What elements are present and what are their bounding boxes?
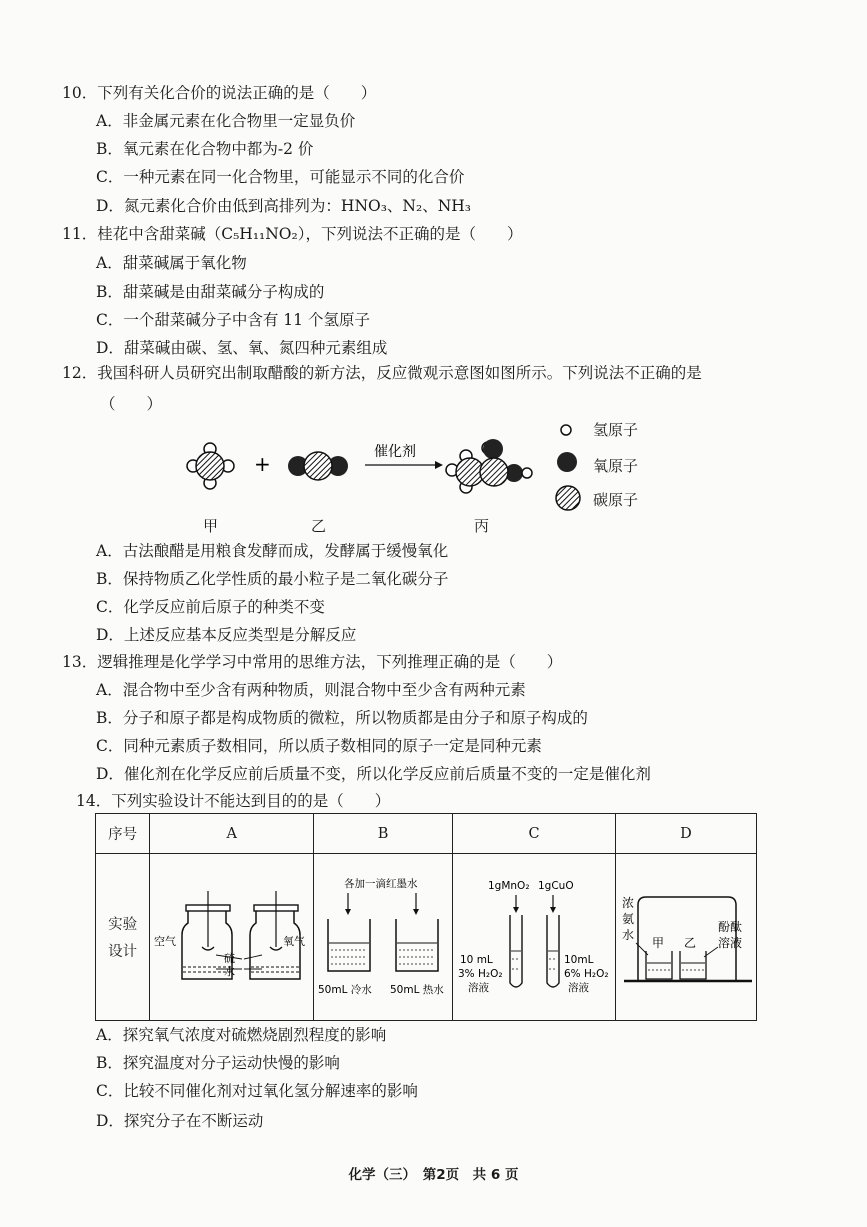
question-10-option-d: D．氮元素化合价由低到高排列为：HNO₃、N₂、NH₃ xyxy=(96,197,471,215)
question-12-option-c: C．化学反应前后原子的种类不变 xyxy=(96,598,325,616)
label-sulfur: 硫 xyxy=(223,952,235,965)
legend-oxygen: 氧原子 xyxy=(593,457,639,475)
label-right-conc: 6% H₂O₂ xyxy=(564,968,609,980)
question-12-stem-line1: 12．我国科研人员研究出制取醋酸的新方法，反应微观示意图如图所示。下列说法不正确的是 xyxy=(62,364,702,382)
question-10-stem: 10．下列有关化合价的说法正确的是（ ） xyxy=(62,84,377,102)
question-13-stem: 13．逻辑推理是化学学习中常用的思维方法，下列推理正确的是（ ） xyxy=(62,653,563,671)
question-12-option-a: A．古法酿醋是用粮食发酵而成，发酵属于缓慢氧化 xyxy=(96,542,449,560)
question-14-option-b: B．探究温度对分子运动快慢的影响 xyxy=(96,1054,340,1072)
table-header-b: B xyxy=(314,814,453,854)
question-11-option-c: C．一个甜菜碱分子中含有 11 个氢原子 xyxy=(96,311,370,329)
experiment-a xyxy=(150,854,314,1021)
question-14-option-a: A．探究氧气浓度对硫燃烧剧烈程度的影响 xyxy=(96,1026,387,1044)
table-row-label: 实验 设计 xyxy=(96,854,150,1021)
experiment-d-apparatus xyxy=(616,855,756,1015)
label-hot-water: 50mL 热水 xyxy=(390,984,444,996)
molecule-bing xyxy=(446,439,532,493)
question-11-option-d: D．甜菜碱由碳、氢、氧、氮四种元素组成 xyxy=(96,339,388,357)
question-10-option-c: C．一种元素在同一化合物里，可能显示不同的化合价 xyxy=(96,168,465,186)
experiment-c xyxy=(453,854,616,1021)
question-13-option-b: B．分子和原子都是构成物质的微粒，所以物质都是由分子和原子构成的 xyxy=(96,709,588,727)
label-right-volume: 10mL xyxy=(564,954,594,966)
label-beaker-yi: 乙 xyxy=(683,936,696,950)
label-air: 空气 xyxy=(153,935,176,948)
label-phenolphthalein-2: 溶液 xyxy=(717,936,742,950)
table-header-label: 序号 xyxy=(96,814,150,854)
table-header-c: C xyxy=(453,814,616,854)
label-phenolphthalein-1: 酚酞 xyxy=(717,920,742,934)
label-left-volume: 10 mL xyxy=(460,954,493,966)
molecule-jia xyxy=(187,443,234,489)
molecule-yi xyxy=(288,452,348,480)
question-13-option-c: C．同种元素质子数相同，所以质子数相同的原子一定是同种元素 xyxy=(96,737,542,755)
table-header-a: A xyxy=(150,814,314,854)
legend-hydrogen: 氢原子 xyxy=(593,421,639,439)
question-12-stem-line2: （ ） xyxy=(100,395,163,413)
question-14-stem: 14．下列实验设计不能达到目的的是（ ） xyxy=(76,792,391,810)
plus-sign: + xyxy=(254,452,271,476)
legend-carbon: 碳原子 xyxy=(593,491,639,509)
question-13-option-a: A．混合物中至少含有两种物质，则混合物中至少含有两种元素 xyxy=(96,681,526,699)
question-11-option-a: A．甜菜碱属于氧化物 xyxy=(96,254,247,272)
label-left-conc: 3% H₂O₂ xyxy=(458,968,503,980)
question-12-option-d: D．上述反应基本反应类型是分解反应 xyxy=(96,626,357,644)
experiment-c-apparatus xyxy=(454,855,614,1015)
experiment-d xyxy=(615,854,756,1021)
question-14-option-d: D．探究分子在不断运动 xyxy=(96,1112,264,1130)
label-beaker-jia: 甲 xyxy=(651,936,664,950)
label-cuo: 1gCuO xyxy=(538,880,574,892)
label-jia: 甲 xyxy=(203,517,219,535)
label-ammonia-1: 浓 xyxy=(621,896,634,910)
experiment-a-apparatus xyxy=(152,855,312,1015)
experiment-b xyxy=(314,854,453,1021)
reaction-arrow xyxy=(365,461,443,469)
question-11-option-b: B．甜菜碱是由甜菜碱分子构成的 xyxy=(96,283,325,301)
label-bing: 丙 xyxy=(474,517,490,535)
page-footer: 化学（三） 第2页 共 6 页 xyxy=(348,1167,519,1183)
reaction-diagram xyxy=(0,0,867,540)
label-water: 水 xyxy=(223,965,235,978)
experiment-table xyxy=(95,813,757,1021)
question-14-option-c: C．比较不同催化剂对过氧化氢分解速率的影响 xyxy=(96,1082,418,1100)
label-ammonia-2: 氨 xyxy=(621,912,634,926)
label-left-solution: 溶液 xyxy=(468,982,490,994)
label-right-solution: 溶液 xyxy=(568,982,590,994)
legend-oxygen-icon xyxy=(557,452,577,472)
question-10-option-a: A．非金属元素在化合物里一定显负价 xyxy=(96,112,356,130)
table-header-d: D xyxy=(615,814,756,854)
label-yi: 乙 xyxy=(311,517,327,535)
experiment-b-apparatus xyxy=(314,855,452,1015)
label-oxygen: 氧气 xyxy=(282,935,305,948)
question-12-option-b: B．保持物质乙化学性质的最小粒子是二氧化碳分子 xyxy=(96,570,449,588)
legend-carbon-icon xyxy=(556,486,580,510)
question-11-stem: 11．桂花中含甜菜碱（C₅H₁₁NO₂），下列说法不正确的是（ ） xyxy=(62,225,523,243)
label-mno2: 1gMnO₂ xyxy=(488,880,530,892)
catalyst-label: 催化剂 xyxy=(374,444,416,460)
label-red-ink: 各加一滴红墨水 xyxy=(344,878,418,890)
label-ammonia-3: 水 xyxy=(621,928,634,942)
label-cold-water: 50mL 冷水 xyxy=(318,984,372,996)
legend-hydrogen-icon xyxy=(561,425,571,435)
question-10-option-b: B．氧元素在化合物中都为-2 价 xyxy=(96,140,314,158)
question-13-option-d: D．催化剂在化学反应前后质量不变，所以化学反应前后质量不变的一定是催化剂 xyxy=(96,765,651,783)
